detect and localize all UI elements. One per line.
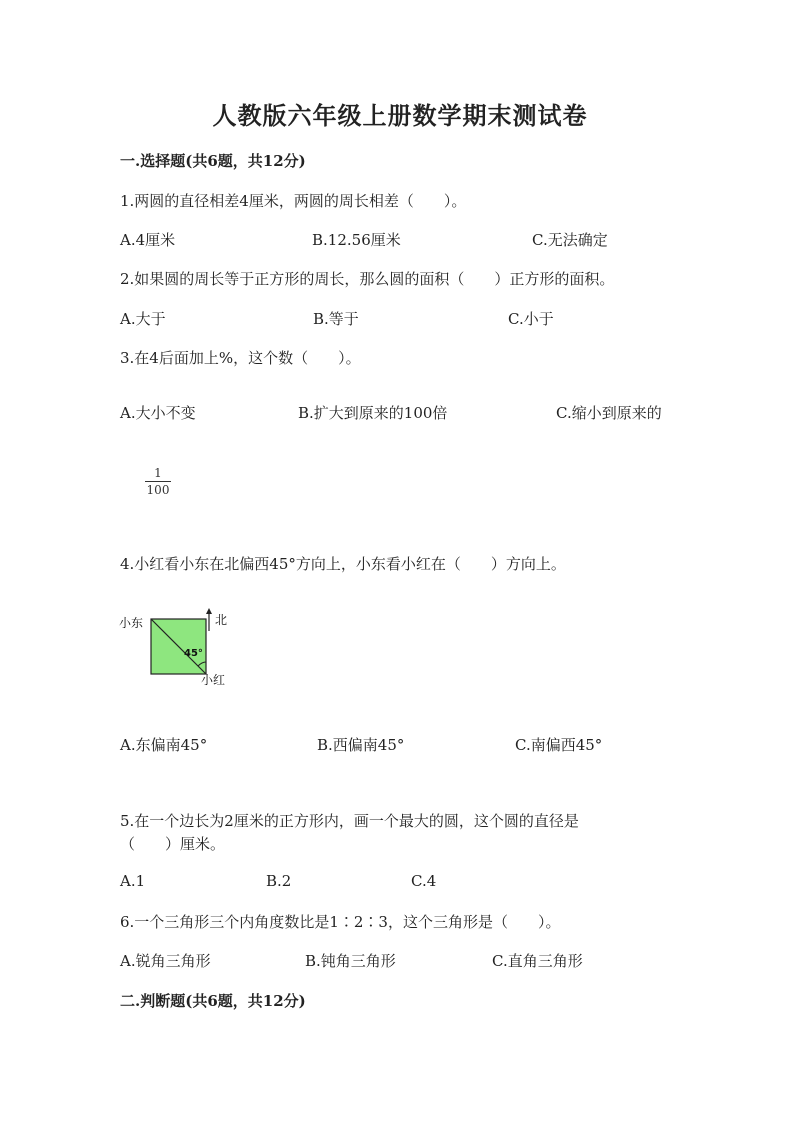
q2-option-c: C.小于: [508, 310, 554, 328]
label-xiaodong: 小东: [119, 616, 144, 630]
label-angle: 45°: [184, 648, 203, 659]
q1-option-c: C.无法确定: [532, 231, 608, 249]
q2-option-a: A.大于: [120, 310, 166, 328]
label-north: 北: [215, 613, 228, 627]
q5-option-b: B.2: [266, 872, 292, 890]
label-xiaohong: 小红: [201, 673, 226, 687]
section-heading-choice: 一.选择题(共6题，共12分): [120, 152, 306, 170]
question-5-line-1: 5.在一个边长为2厘米的正方形内，画一个最大的圆，这个圆的直径是: [120, 812, 579, 830]
question-4: 4.小红看小东在北偏西45°方向上，小东看小红在（ ）方向上。: [120, 555, 566, 573]
q6-option-a: A.锐角三角形: [120, 952, 211, 970]
question-2: 2.如果圆的周长等于正方形的周长，那么圆的面积（ ）正方形的面积。: [120, 270, 615, 288]
north-arrow-icon: [206, 608, 212, 614]
q3-option-a: A.大小不变: [120, 404, 196, 422]
direction-figure: [118, 604, 238, 694]
q4-option-b: B.西偏南45°: [317, 736, 405, 754]
page-title: 人教版六年级上册数学期末测试卷: [212, 101, 588, 130]
q4-option-c: C.南偏西45°: [515, 736, 603, 754]
q4-option-a: A.东偏南45°: [120, 736, 208, 754]
direction-figure-svg: [118, 604, 238, 690]
q3-option-c: C.缩小到原来的: [556, 404, 662, 422]
q5-option-a: A.1: [120, 872, 146, 890]
q6-option-b: B.钝角三角形: [305, 952, 396, 970]
q1-option-a: A.4厘米: [120, 231, 176, 249]
section-heading-judgment: 二.判断题(共6题，共12分): [120, 992, 306, 1010]
fraction-bar: [145, 481, 171, 482]
fraction-numerator: 1: [154, 466, 162, 480]
question-5-line-2: （ ）厘米。: [120, 835, 226, 853]
question-3: 3.在4后面加上%，这个数（ ）。: [120, 349, 361, 367]
question-6: 6.一个三角形三个内角度数比是1∶2∶3，这个三角形是（ ）。: [120, 913, 561, 931]
q3-option-c-fraction: [145, 466, 171, 497]
q1-option-b: B.12.56厘米: [312, 231, 401, 249]
q5-option-c: C.4: [411, 872, 437, 890]
q6-option-c: C.直角三角形: [492, 952, 583, 970]
q3-option-b: B.扩大到原来的100倍: [298, 404, 448, 422]
q2-option-b: B.等于: [313, 310, 359, 328]
question-1: 1.两圆的直径相差4厘米，两圆的周长相差（ ）。: [120, 192, 467, 210]
fraction-denominator: 100: [146, 483, 170, 497]
